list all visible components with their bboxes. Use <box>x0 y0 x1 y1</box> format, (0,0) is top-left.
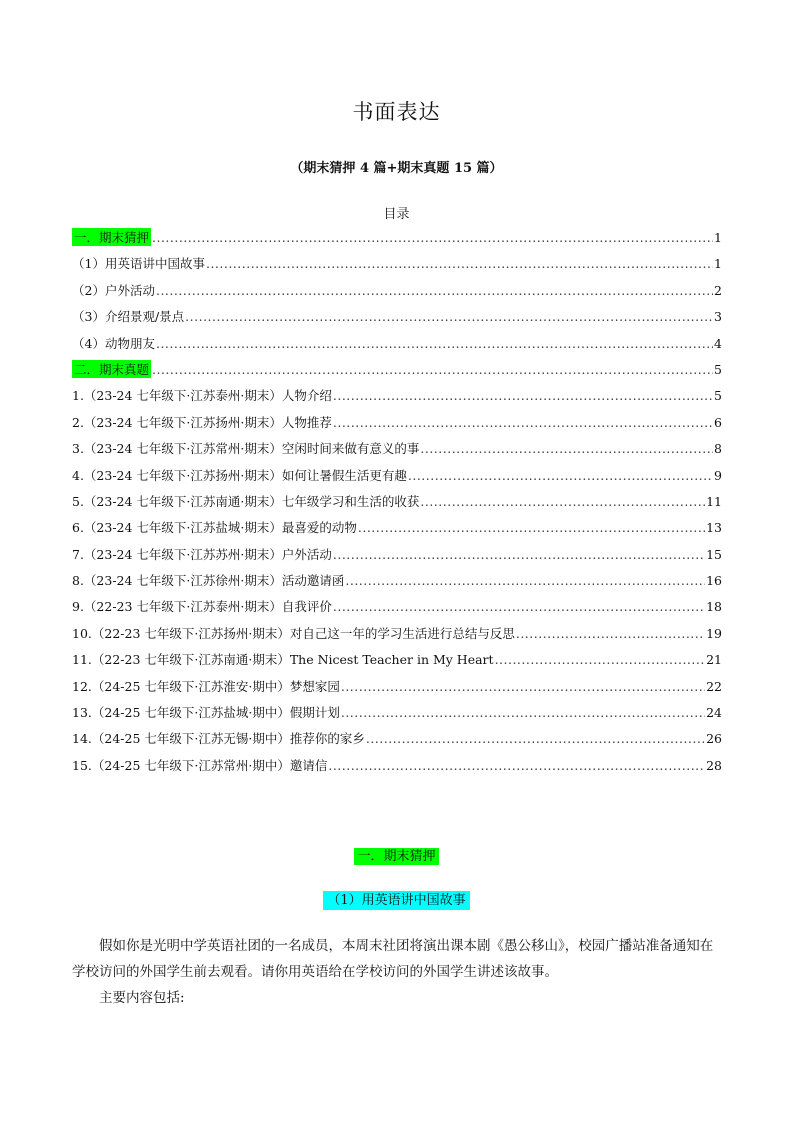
toc-entry-label: 13.（24-25 七年级下·江苏盐城·期中）假期计划 <box>72 705 340 721</box>
toc-entry-label: 2.（23-24 七年级下·江苏扬州·期末）人物推荐 <box>72 414 332 430</box>
toc-entry[interactable] <box>72 703 722 729</box>
toc-page-number: 18 <box>706 599 722 615</box>
toc-entry[interactable] <box>72 334 722 360</box>
toc-entry-label: 9.（22-23 七年级下·江苏泰州·期末）自我评价 <box>72 599 332 615</box>
toc-entry-label: 一．期末猜押 <box>74 230 150 245</box>
toc-leader-dots <box>156 336 713 351</box>
toc-entry[interactable] <box>72 439 722 465</box>
toc-entry-label: 7.（23-24 七年级下·江苏苏州·期末）户外活动 <box>72 546 332 562</box>
toc-entry-label: 12.（24-25 七年级下·江苏淮安·期中）梦想家园 <box>72 678 340 694</box>
section-heading-text: 一．期末猜押 <box>354 848 438 865</box>
toc-entry-label: 1.（23-24 七年级下·江苏泰州·期末）人物介绍 <box>72 388 332 404</box>
toc-leader-dots <box>333 599 705 614</box>
toc-leader-dots <box>495 652 706 667</box>
toc-entry[interactable] <box>72 650 722 676</box>
toc-leader-dots <box>408 468 713 483</box>
toc-leader-dots <box>206 256 713 271</box>
toc-entry-label: 10.（22-23 七年级下·江苏扬州·期末）对自己这一年的学习生活进行总结与反思 <box>72 625 515 641</box>
toc-entry[interactable] <box>72 571 722 597</box>
toc-leader-dots <box>341 679 705 694</box>
toc-leader-dots <box>345 573 705 588</box>
toc-leader-dots <box>420 494 705 509</box>
toc-page-number: 16 <box>706 573 722 589</box>
toc-entry-label: （3）介绍景观/景点 <box>72 309 185 325</box>
toc-page-number: 1 <box>714 230 722 245</box>
paragraph: 主要内容包括: <box>99 990 185 1006</box>
toc-leader-dots <box>185 309 713 324</box>
toc-entry[interactable] <box>72 466 722 492</box>
toc-entry[interactable] <box>72 386 722 412</box>
toc-leader-dots <box>152 362 713 377</box>
toc-entry-label: 二．期末真题 <box>74 361 150 377</box>
toc-page-number: 9 <box>714 467 722 483</box>
table-of-contents <box>72 228 722 782</box>
toc-entry[interactable] <box>72 729 722 755</box>
toc-entry[interactable] <box>72 597 722 623</box>
toc-leader-dots <box>333 388 713 403</box>
section-heading <box>0 845 793 864</box>
toc-entry-label: （2）户外活动 <box>72 282 155 298</box>
toc-leader-dots <box>420 441 713 456</box>
document-title: 书面表达 <box>352 100 441 124</box>
toc-leader-dots <box>328 758 705 773</box>
toc-leader-dots <box>156 283 713 298</box>
toc-leader-dots <box>152 230 713 245</box>
toc-page-number: 11 <box>706 493 722 509</box>
toc-page-number: 3 <box>714 309 722 325</box>
paragraph: 假如你是光明中学英语社团的一名成员，本周末社团将演出课本剧《愚公移山》，校园广播站准备通知在学校访问的外国学生前去观看。请你用英语给在学校访问的外国学生讲述该故事。 <box>72 938 714 980</box>
toc-page-number: 5 <box>714 361 722 377</box>
toc-entry[interactable] <box>72 307 722 333</box>
toc-page-number: 22 <box>706 678 722 694</box>
toc-section-entry[interactable] <box>72 228 722 254</box>
toc-leader-dots <box>366 731 705 746</box>
toc-page-number: 6 <box>714 414 722 430</box>
toc-page-number: 24 <box>706 705 722 721</box>
toc-page-number: 8 <box>714 441 722 457</box>
body-text <box>72 933 722 1011</box>
toc-entry-label: 6.（23-24 七年级下·江苏盐城·期末）最喜爱的动物 <box>72 520 357 536</box>
toc-page-number: 13 <box>706 520 722 536</box>
toc-entry[interactable] <box>72 518 722 544</box>
toc-entry[interactable] <box>72 756 722 782</box>
toc-page-number: 5 <box>714 388 722 404</box>
toc-page-number: 21 <box>706 652 722 668</box>
toc-entry[interactable] <box>72 677 722 703</box>
toc-entry[interactable] <box>72 281 722 307</box>
toc-entry-label: 3.（23-24 七年级下·江苏常州·期末）空闲时间来做有意义的事 <box>72 441 420 457</box>
toc-entry[interactable] <box>72 254 722 280</box>
toc-page-number: 26 <box>706 731 722 747</box>
toc-section-entry[interactable] <box>72 360 722 386</box>
toc-entry[interactable] <box>72 545 722 571</box>
toc-page-number: 4 <box>714 335 722 351</box>
toc-page-number: 19 <box>706 625 722 641</box>
toc-leader-dots <box>333 547 705 562</box>
toc-leader-dots <box>516 626 705 641</box>
toc-entry[interactable] <box>72 624 722 650</box>
subsection-heading <box>0 889 793 908</box>
toc-entry-label: （1）用英语讲中国故事 <box>72 256 205 272</box>
toc-leader-dots <box>341 705 705 720</box>
toc-page-number: 1 <box>714 256 722 272</box>
toc-entry-label: 15.（24-25 七年级下·江苏常州·期中）邀请信 <box>72 757 328 773</box>
toc-entry[interactable] <box>72 492 722 518</box>
toc-page-number: 2 <box>714 282 722 298</box>
toc-leader-dots <box>358 520 705 535</box>
toc-entry-label: （4）动物朋友 <box>72 335 155 351</box>
toc-leader-dots <box>333 415 713 430</box>
toc-entry-label: 11.（22-23 七年级下·江苏南通·期末）The Nicest Teacher in My Heart <box>72 652 494 668</box>
toc-page-number: 28 <box>706 757 722 773</box>
toc-entry-label: 5.（23-24 七年级下·江苏南通·期末）七年级学习和生活的收获 <box>72 493 420 509</box>
toc-page-number: 15 <box>706 546 722 562</box>
document-subtitle: （期末猜押 4 篇+期末真题 15 篇） <box>290 161 503 176</box>
toc-entry-label: 8.（23-24 七年级下·江苏徐州·期末）活动邀请函 <box>72 573 345 589</box>
toc-entry[interactable] <box>72 413 722 439</box>
toc-entry-label: 14.（24-25 七年级下·江苏无锡·期中）推荐你的家乡 <box>72 731 365 747</box>
toc-entry-label: 4.（23-24 七年级下·江苏扬州·期末）如何让暑假生活更有趣 <box>72 467 407 483</box>
subsection-heading-text: （1）用英语讲中国故事 <box>323 891 469 910</box>
toc-heading: 目录 <box>383 207 410 222</box>
